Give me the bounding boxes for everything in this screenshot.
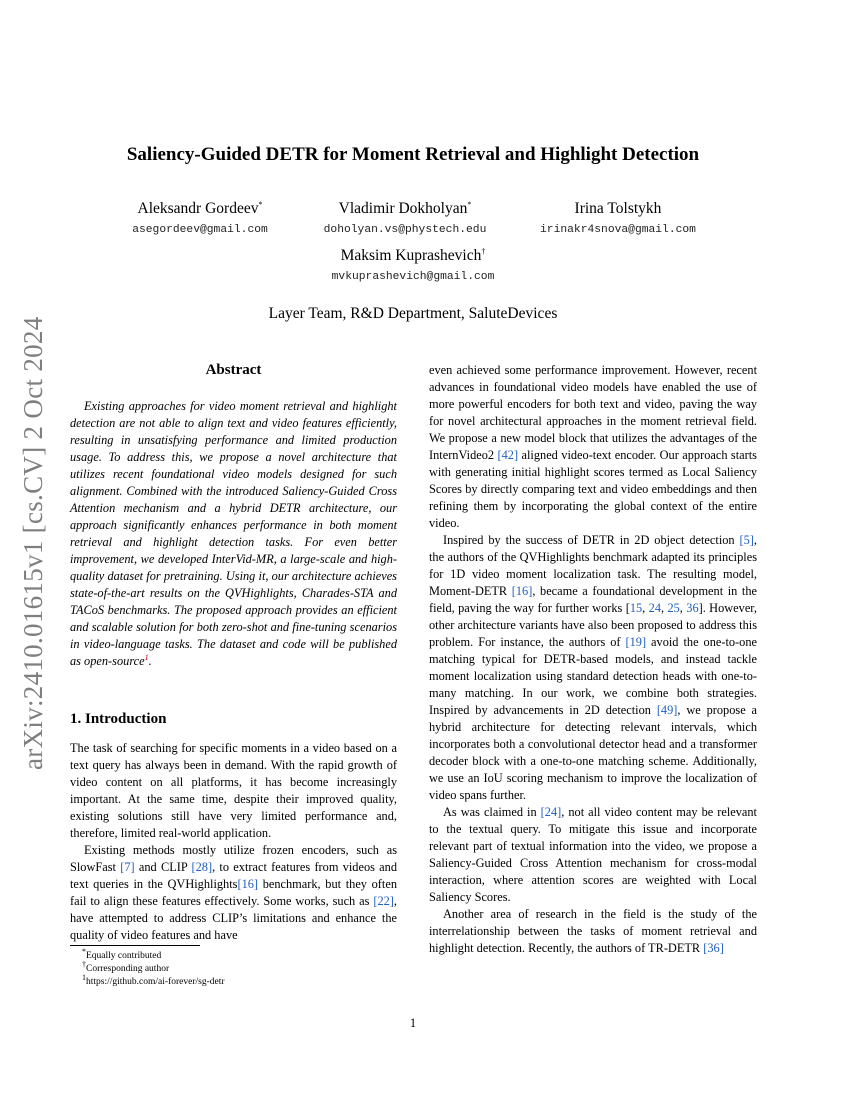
author-email[interactable]: mvkuprashevich@gmail.com [331,271,495,283]
citation-link[interactable]: [16] [237,877,259,891]
author-block [488,200,748,236]
paragraph: As was claimed in [24], not all video content may be relevant to the textual query. To mitigate this issue and incorporate relevant part of textual information into the video, we propose a Saliency-Guided Cross Attention mechanism for cross-modal interaction, where attention scores are weighted with Local Saliency Scores. [429,805,757,904]
citation-link[interactable]: [22] [373,894,394,908]
author-name: Irina Tolstykh [574,200,662,217]
citation-link[interactable]: 15 [629,601,643,615]
page-number: 1 [409,1016,417,1030]
author-email[interactable]: asegordeev@gmail.com [132,224,268,236]
footnote-divider [70,945,200,946]
footnotes [82,946,225,989]
footnote: *Equally contributed [82,946,162,961]
citation-link[interactable]: 24 [648,601,661,615]
paragraph: Another area of research in the field is the study of the interrelationship between the tasks of moment retrieval and highlight detection. Recently, the authors of TR-DETR [36] [429,907,757,955]
abstract-text: Existing approaches for video moment retrieval and highlight detection are not able to align text and video features efficiently, resulting in unsatisfying performance and limited production usage. To address this, we propose a novel architecture that utilizes recent foundational video models designed for such alignment. Combined with the introduced Saliency-Guided Cross Attention mechanism and a hybrid DETR architecture, our approach significantly enhances performance in both moment retrieval and highlight detection tasks. For even better improvement, we developed InterVid-MR, a large-scale and high-quality dataset for pretraining. Using it, our architecture achieves state-of-the-art results on the QVHighlights, Charades-STA and TACoS benchmarks. The proposed approach provides an efficient and scalable solution for both zero-shot and fine-tuning scenarios in video-language tasks. The dataset and code will be published as open-source$^1$. [70,399,397,668]
citation-link[interactable]: [42] [497,448,519,462]
paragraph: Existing methods mostly utilize frozen encoders, such as SlowFast [7] and CLIP [28], to extract features from videos and text queries in the QVHighlights[16] benchmark, but they often fail to align these features effectively. Some works, such as [22], have attempted to address CLIP’s limitations and enhance the quality of video features and have [70,843,398,942]
footnote-url-link[interactable]: https://github.com/ai-forever/sg-detr [86,977,225,987]
citation-link[interactable]: [36] [703,941,724,955]
citation-link[interactable]: [28] [191,860,213,874]
author-email[interactable]: doholyan.vs@phystech.edu [323,224,487,236]
author-email[interactable]: irinakr4snova@gmail.com [540,224,696,236]
paragraph: The task of searching for specific moments in a video based on a text query has always been in demand. With the rapid growth of video content on all platforms, it has become increasingly important. At the same time, despite their improved quality, existing solutions still have very limited performance and, therefore, limited real-world application. [70,741,397,840]
author-name: Vladimir Dokholyan* [338,199,472,217]
citation-link[interactable]: [16] [511,584,533,598]
abstract-heading: Abstract [205,362,262,378]
intro-left-column [70,740,397,944]
citation-link[interactable]: [24] [540,805,562,819]
author-block [283,247,543,283]
paragraph: even achieved some performance improvement. However, recent advances in foundational video models have enabled the use of more powerful encoders for both text and video, paving the way for novel architectural approaches in the moment retrieval field. We propose a new model block that utilizes the advantages of the InternVideo2 [42] aligned video-text encoder. Our approach starts with generating initial highlight scores termed as Local Saliency Scores by directly comparing text and video embeddings and then refining them by incorporating the global context of the entire video. [429,363,757,530]
citation-link[interactable]: [49] [656,703,678,717]
affiliation: Layer Team, R&D Department, SaluteDevices [268,305,558,322]
arxiv-stamp: arXiv:2410.01615v1 [cs.CV] 2 Oct 2024 [18,316,48,770]
author-name: Aleksandr Gordeev* [137,199,263,217]
citation-link[interactable]: [19] [625,635,647,649]
citation-link[interactable]: [7] [120,860,135,874]
footnote: †Corresponding author [82,959,170,974]
footnote: $^1$https://github.com/ai-forever/sg-detr [82,972,225,987]
footnote-ref[interactable]: 1 [144,652,149,662]
paper-title: Saliency-Guided DETR for Moment Retrieval and Highlight Detection [126,144,700,165]
intro-right-column [429,362,757,957]
author-name: Maksim Kuprashevich† [340,246,486,264]
citation-link[interactable]: 36 [686,601,699,615]
citation-link[interactable]: 25 [667,601,680,615]
citation-link[interactable]: [5] [739,533,754,547]
section-heading: 1. Introduction [70,711,167,727]
paragraph: Inspired by the success of DETR in 2D object detection [5], the authors of the QVHighlights benchmark adapted its principles for 1D video moment localization task. The resulting model, Moment-DETR [16], became a foundational development in the field, paving the way for further works [15, 24, 25, 36]. However, other architecture variants have also been proposed to address this problem. For instance, the authors of [19] avoid the one-to-one matching typical for DETR-based models, and instead tackle moment localization using standard detection heads with one-to-many matching. In our work, we combine both strategies. Inspired by advancements in 2D detection [49], we propose a hybrid architecture for detecting relevant intervals, which incorporates both a convolutional detector head and a transformer decoder block with a one-to-one matching scheme. Additionally, we use an IoU scoring mechanism to improve the localization of video spans further. [429,533,758,802]
